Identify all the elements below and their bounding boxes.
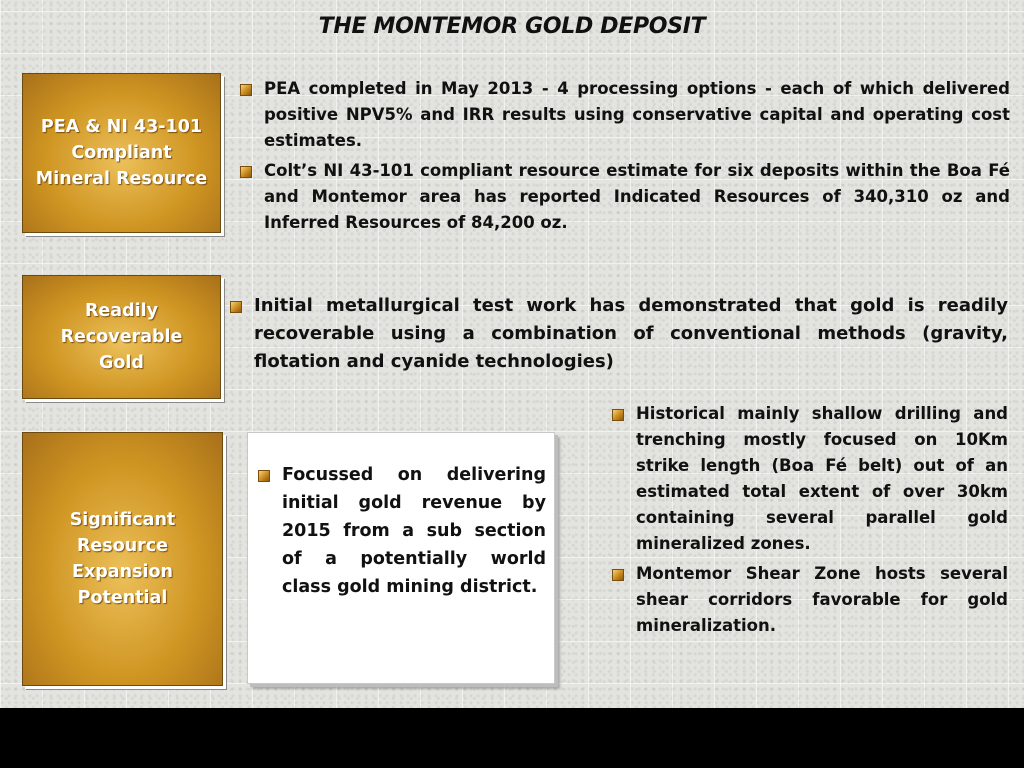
list-item <box>228 292 1008 376</box>
square-bullet-icon <box>612 409 624 421</box>
label-box-mineral-resource <box>22 73 221 233</box>
revenue-bullet-list <box>256 461 546 601</box>
list-item <box>256 461 546 601</box>
square-bullet-icon <box>240 166 252 178</box>
bullet-text: Focussed on delivering initial gold revenue by 2015 from a sub section of a potentially world class gold mining district. <box>282 465 546 597</box>
bullet-text: Colt’s NI 43-101 compliant resource estimate for six deposits within the Boa Fé and Montemor area has reported Indicated Resources of 340,310 oz and Inferred Resources of 84,200 oz. <box>264 161 1010 232</box>
label-box-expansion-potential <box>22 432 223 686</box>
bullet-text: Montemor Shear Zone hosts several shear corridors favorable for gold mineralization. <box>636 564 1008 635</box>
list-item <box>610 401 1008 557</box>
label-expansion-potential: Significant Resource Expansion Potential <box>69 510 176 608</box>
label-recoverable-gold: Readily Recoverable Gold <box>60 301 183 373</box>
mineral-resource-bullet-list <box>238 76 1010 236</box>
recoverable-gold-bullet-list <box>228 292 1008 376</box>
label-mineral-resource: PEA & NI 43-101 Compliant Mineral Resource <box>35 117 208 189</box>
square-bullet-icon <box>230 301 242 313</box>
list-item <box>238 158 1010 236</box>
square-bullet-icon <box>240 84 252 96</box>
label-box-recoverable-gold <box>22 275 221 399</box>
bullet-text: PEA completed in May 2013 - 4 processing options - each of which delivered positive NPV5% and IRR results using conservative capital and operating cost estimates. <box>264 79 1010 150</box>
footer-bar <box>0 708 1024 768</box>
square-bullet-icon <box>258 470 270 482</box>
slide-title: THE MONTEMOR GOLD DEPOSIT <box>318 14 706 39</box>
bullet-text: Historical mainly shallow drilling and trenching mostly focused on 10Km strike length (Boa Fé belt) out of an estimated total extent of over 30km containing several parallel gold mineralized zones. <box>636 404 1008 553</box>
list-item <box>610 561 1008 639</box>
bullet-text: Initial metallurgical test work has demonstrated that gold is readily recoverable using a combination of conventional methods (gravity, flotation and cyanide technologies) <box>254 295 1008 372</box>
revenue-card <box>247 432 555 684</box>
square-bullet-icon <box>612 569 624 581</box>
expansion-bullet-list <box>610 401 1008 639</box>
list-item <box>238 76 1010 154</box>
